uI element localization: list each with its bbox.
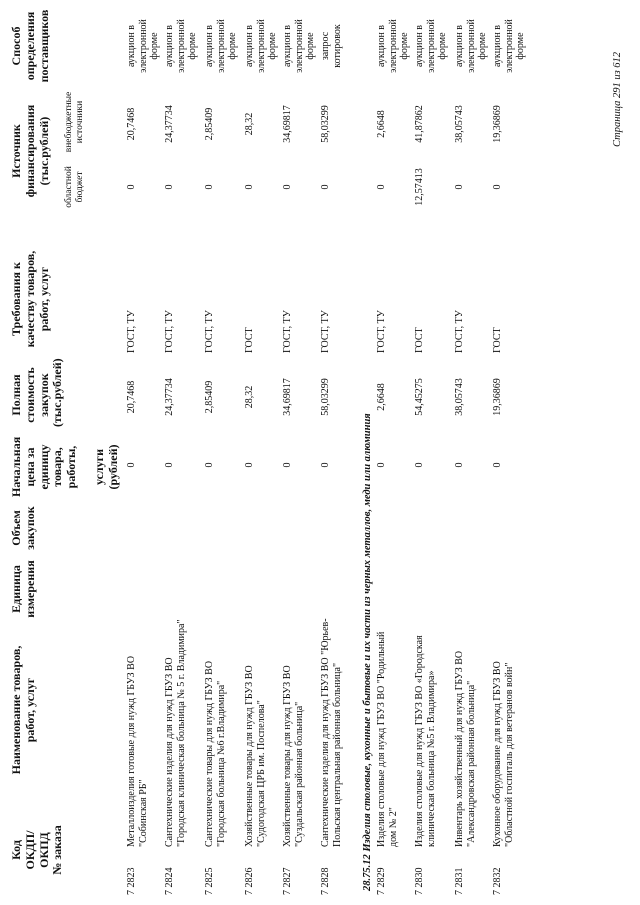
row-requirements: ГОСТ, ТУ bbox=[204, 310, 215, 353]
row-method: аукцион в электронной форме bbox=[376, 19, 410, 73]
name-header: Наименование товаров, работ, услуг bbox=[9, 645, 37, 775]
row-funding-extra: 58,03299 bbox=[320, 105, 331, 143]
section-code: 28.75.12 bbox=[362, 854, 373, 891]
row-price: 0 bbox=[492, 462, 503, 468]
row-total: 24,37734 bbox=[164, 378, 175, 416]
row-total: 28,32 bbox=[244, 385, 255, 409]
row-requirements: ГОСТ, ТУ bbox=[164, 310, 175, 353]
row-code: 7 2830 bbox=[414, 867, 425, 895]
row-price: 0 bbox=[414, 462, 425, 468]
row-price: 0 bbox=[126, 462, 137, 468]
unit-header: Единица измерения bbox=[9, 560, 37, 618]
row-method: аукцион в электронной форме bbox=[244, 19, 278, 73]
row-funding-extra: 41,87862 bbox=[414, 105, 425, 143]
row-price: 0 bbox=[454, 462, 465, 468]
code-header: Код ОКДП/ ОКПД № заказа bbox=[9, 825, 65, 875]
row-total: 2,85409 bbox=[204, 380, 215, 414]
row-price: 0 bbox=[164, 462, 175, 468]
row-funding-extra: 2,6648 bbox=[376, 110, 387, 138]
row-funding-extra: 38,05743 bbox=[454, 105, 465, 143]
row-method: аукцион в электронной форме bbox=[454, 19, 488, 73]
row-funding-regional: 0 bbox=[164, 184, 175, 190]
price-header: Начальная цена за единицу товара, работы, услуги (рублей) bbox=[9, 436, 120, 497]
row-method: запрос котировок bbox=[320, 24, 343, 68]
row-price: 0 bbox=[244, 462, 255, 468]
row-funding-extra: 34,69817 bbox=[282, 105, 293, 143]
row-funding-regional: 0 bbox=[204, 184, 215, 190]
row-funding-extra: 19,36869 bbox=[492, 105, 503, 143]
row-price: 0 bbox=[320, 462, 331, 468]
row-method: аукцион в электронной форме bbox=[414, 19, 448, 73]
row-name: Изделия столовые для нужд ГБУЗ ВО "Родильный дом № 2" bbox=[376, 631, 399, 847]
row-funding-regional: 0 bbox=[376, 184, 387, 190]
row-code: 7 2831 bbox=[454, 867, 465, 895]
row-total: 34,69817 bbox=[282, 378, 293, 416]
section-heading bbox=[362, 413, 374, 891]
row-method: аукцион в электронной форме bbox=[164, 19, 198, 73]
row-name: Сантехнические товары для нужд ГБУЗ ВО "Городская больница №6 г.Владимира" bbox=[204, 660, 227, 847]
row-name: Сантехнические изделия для нужд ГБУЗ ВО "Городская клиническая больница № 5 г. Владимира" bbox=[164, 619, 187, 847]
row-code: 7 2825 bbox=[204, 867, 215, 895]
row-method: аукцион в электронной форме bbox=[204, 19, 238, 73]
row-requirements: ГОСТ, ТУ bbox=[454, 310, 465, 353]
requirements-header: Требования к качеству товаров, работ, услуг bbox=[9, 250, 51, 348]
row-code: 7 2824 bbox=[164, 867, 175, 895]
row-total: 20,7468 bbox=[126, 380, 137, 414]
row-requirements: ГОСТ bbox=[244, 327, 255, 353]
row-name: Металлоизделия готовые для нужд ГБУЗ ВО "Собинская РБ" bbox=[126, 655, 149, 847]
row-price: 0 bbox=[376, 462, 387, 468]
row-name: Инвентарь хозяйственный для нужд ГБУЗ ВО "Александровская районная больница" bbox=[454, 650, 477, 847]
row-funding-regional: 0 bbox=[244, 184, 255, 190]
row-code: 7 2829 bbox=[376, 867, 387, 895]
page-number: Страница 291 из 612 bbox=[612, 51, 623, 147]
row-code: 7 2832 bbox=[492, 867, 503, 895]
row-requirements: ГОСТ, ТУ bbox=[126, 310, 137, 353]
row-requirements: ГОСТ bbox=[414, 327, 425, 353]
row-total: 58,03299 bbox=[320, 378, 331, 416]
row-total: 54,45275 bbox=[414, 378, 425, 416]
row-total: 38,05743 bbox=[454, 378, 465, 416]
funding-extra-header: внебюджетные источники bbox=[64, 91, 85, 153]
row-method: аукцион в электронной форме bbox=[126, 19, 160, 73]
row-code: 7 2828 bbox=[320, 867, 331, 895]
method-header: Способ определения поставщиков bbox=[9, 9, 51, 83]
row-funding-regional: 0 bbox=[320, 184, 331, 190]
row-requirements: ГОСТ bbox=[492, 327, 503, 353]
row-funding-regional: 0 bbox=[126, 184, 137, 190]
row-funding-extra: 2,85409 bbox=[204, 107, 215, 141]
funding-header: Источник финансирования (тыс.рублей) bbox=[9, 104, 51, 198]
row-name: Хозяйственные товары для нужд ГБУЗ ВО "Суздальская районная больница" bbox=[282, 665, 305, 847]
row-method: аукцион в электронной форме bbox=[282, 19, 316, 73]
row-funding-regional: 0 bbox=[282, 184, 293, 190]
row-code: 7 2823 bbox=[126, 867, 137, 895]
row-funding-regional: 12,57413 bbox=[414, 168, 425, 206]
row-name: Изделия столовые для нужд ГБУЗ ВО «Городская клиническая больница №5 г. Владимира» bbox=[414, 635, 437, 847]
row-name: Хозяйственные товары для нужд ГБУЗ ВО "Судогодская ЦРБ им. Поспелова" bbox=[244, 665, 267, 847]
row-price: 0 bbox=[282, 462, 293, 468]
row-name: Сантехнические изделия для нужд ГБУЗ ВО "Юрьев-Польская центральная районная больница" bbox=[320, 618, 343, 847]
row-total: 19,36869 bbox=[492, 378, 503, 416]
row-code: 7 2826 bbox=[244, 867, 255, 895]
row-funding-regional: 0 bbox=[492, 184, 503, 190]
section-title: Изделия столовые, кухонные и бытовые и их части из черных металлов, меди или алюминия bbox=[362, 413, 373, 852]
row-funding-regional: 0 bbox=[454, 184, 465, 190]
funding-regional-header: областной бюджет bbox=[64, 166, 85, 208]
row-requirements: ГОСТ, ТУ bbox=[320, 310, 331, 353]
row-method: аукцион в электронной форме bbox=[492, 19, 526, 73]
row-funding-extra: 24,37734 bbox=[164, 105, 175, 143]
row-total: 2,6648 bbox=[376, 383, 387, 411]
volume-header: Объем закупок bbox=[9, 506, 37, 550]
row-code: 7 2827 bbox=[282, 867, 293, 895]
row-requirements: ГОСТ, ТУ bbox=[282, 310, 293, 353]
row-name: Кухонное оборудование для нужд ГБУЗ ВО "Областной госпиталь для ветеранов войн" bbox=[492, 661, 515, 847]
row-price: 0 bbox=[204, 462, 215, 468]
row-funding-extra: 20,7468 bbox=[126, 107, 137, 141]
row-funding-extra: 28,32 bbox=[244, 112, 255, 136]
row-requirements: ГОСТ, ТУ bbox=[376, 310, 387, 353]
total-header: Полная стоимость закупок (тыс.рублей) bbox=[9, 358, 65, 427]
